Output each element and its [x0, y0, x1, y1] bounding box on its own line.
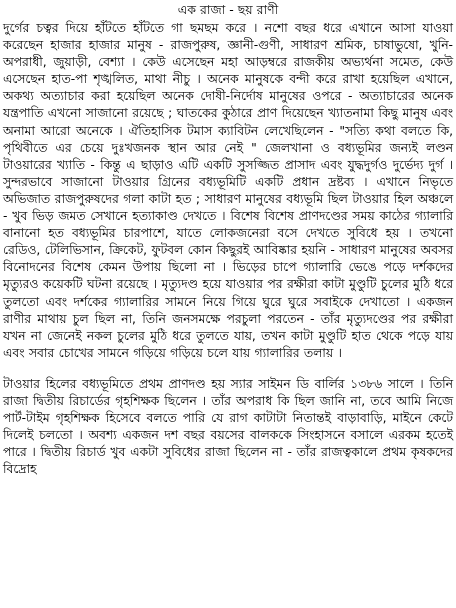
- paragraph-2: টাওয়ার হিলের বধ্যভূমিতে প্রথম প্রাণদণ্ড হয় স্যার সাইমন ডি বার্লির ১৩৮৬ সালে । তিনি রাজা দ্বিতীয় রিচার্ডের গৃহশিক্ষক ছিলেন । তাঁর অপরাধ কি ছিল জানি না, তবে আমি নিজে পার্ট-টাইম গৃহশিক্ষক হিসেবে বলতে পারি যে রাগ কাটাটা নিতান্তই বাড়াবাড়ি, মাইনে কেটে দিলেই চলতো । অবশ্য একজন দশ বছর বয়সের বালককে সিংহাসনে বসালে এরকম হতেই পারে । দ্বিতীয় রিচার্ড খুব একটা সুবিধের রাজা ছিলেন না - তাঁর রাজত্বকালে প্রথম কৃষকদের বিদ্রোহ: [3, 376, 453, 477]
- paragraph-1: দুর্গের চত্বর দিয়ে হাঁটতে হাঁটতে গা ছমছম করে । নশো বছর ধরে এখানে আসা যাওয়া করেছেন হাজার হাজার মানুষ - রাজপুরুষ, জ্ঞানী-গুণী, সাধারণ শ্রমিক, চাষাভুষো, খুনি-অপরাধী, জুয়াড়ী, বেশ্যা । কেউ এসেছেন মহা আড়ম্বরে রাজকীয় অভ্যর্থনা সমেত, কেউ এসেছেন হাত-পা শৃঙ্খলিত, মাথা নীচু । অনেক মানুষকে বন্দী করে রাখা হয়েছিল এখানে, অকথ্য অত্যাচার করা হয়েছিল অনেক দোষী-নির্দোষ মানুষের ওপরে - অত্যাচারের অনেক যন্ত্রপাতি এখনো সাজানো রয়েছে ; ঘাতকের কুঠারে প্রাণ দিয়েছেন খ্যাতনামা কিছু মানুষ এবং অনামা আরো অনেকে । ঐতিহাসিক টমাস ক্যাবিটন লেখেছিলেন - "সত্যি কথা বলতে কি, পৃথিবীতে এর চেয়ে দুঃখজনক স্থান আর নেই " জেলখানা ও বধ্যভূমির জন্যই লণ্ডন টাওয়ারের খ্যাতি - কিন্তু এ ছাড়াও এটি একটি সুসজ্জিত প্রাসাদ এবং যুদ্ধদুর্গও দুর্ভেদ্য দুর্গ । সুন্দরভাবে সাজানো টাওয়ার গ্রিনের বধ্যভূমিটি একটি প্রধান দ্রষ্টব্য । এখানে নিভৃতে অভিজাত রাজপুরুষদের গলা কাটা হত ; সাধারণ মানুষের বধ্যভূমি ছিল টাওয়ার হিল অঞ্চলে - খুব ভিড় জমত সেখানে হত্যাকাণ্ড দেখতে । বিশেষ বিশেষ প্রাণদণ্ডের সময় কাঠের গ্যালারি বানানো হত বধ্যভূমির চারপাশে, যাতে লোকজনেরা বসে দেখতে সুবিধে হয় । তখনো রেডিও, টেলিভিসান, ক্রিকেট, ফুটবল কোন কিছুরই আবিষ্কার হয়নি - সাধারণ মানুষের অবসর বিনোদনের বিশেষ কেমন উপায় ছিলো না । ভিড়ের চাপে গ্যালারি ভেঙে পড়ে দর্শকদের মৃত্যুরও কয়েকটি ঘটনা রয়েছে । মৃত্যুদণ্ড হয়ে যাওয়ার পর রক্ষীরা কাটা মুণ্ডুটি চুলের মুঠি ধরে তুলতো এবং দর্শকের গ্যালারির সামনে নিয়ে গিয়ে ঘুরে ঘুরে সবাইকে দেখাতো । একজন রাণীর মাথায় চুল ছিল না, তিনি জনসমক্ষে পরচুলা পরতেন - তাঁর মৃত্যুদণ্ডের পর রক্ষীরা যখন না জেনেই নকল চুলের মুঠি ধরে তুলতে যায়, তখন কাটা মুণ্ডুটি হাত থেকে পড়ে যায় এবং সবার চোখের সামনে গড়িয়ে গড়িয়ে চলে যায় গ্যালারির তলায় ।: [3, 21, 453, 360]
- document-title: এক রাজা - ছয় রাণী: [177, 2, 279, 17]
